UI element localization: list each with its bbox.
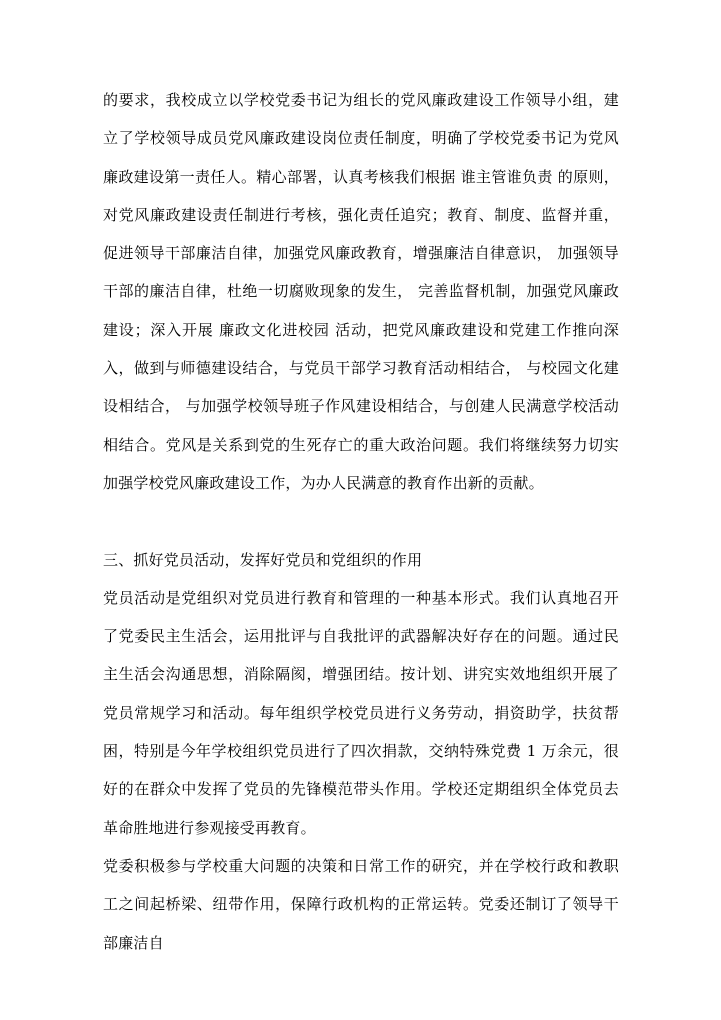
paragraph-party-activities: 党员活动是党组织对党员进行教育和管理的一种基本形式。我们认真地召开了党委民主生活会，运用批评与自我批评的武器解决好存在的问题。通过民主生活会沟通思想，消除隔阂，增强团结。按计划、讲究实效地组织开展了党员常规学习和活动。每年组织学校党员进行义务劳动，捐资助学，扶贫帮困，特别是今年学校组织党员进行了四次捐款，交纳特殊党费 1 万余元，很好的在群众中发挥了党员的先锋模范带头作用。学校还定期组织全体党员去革命胜地进行参观接受再教育。 [103, 588, 619, 837]
section-heading: 三、抓好党员活动，发挥好党员和党组织的作用 [103, 550, 423, 569]
paragraph-continuation: 的要求，我校成立以学校党委书记为组长的党风廉政建设工作领导小组，建立了学校领导成员党风廉政建设岗位责任制度，明确了学校党委书记为党风廉政建设第一责任人。精心部署，认真考核我们根据 谁主管谁负责 的原则，对党风廉政建设责任制进行考核，强化责任追究；教育、制度、监督并重，促进领导干部廉洁自律，加强党风廉政教育，增强廉洁自律意识， 加强领导干部的廉洁自律，杜绝一切腐败现象的发生， 完善监督机制，加强党风廉政建设；深入开展 廉政文化进校园 活动，把党风廉政建设和党建工作推向深入，做到与师德建设结合，与党员干部学习教育活动相结合， 与校园文化建设相结合， 与加强学校领导班子作风建设相结合，与创建人民满意学校活动相结合。党风是关系到党的生死存亡的重大政治问题。我们将继续努力切实加强学校党风廉政建设工作，为办人民满意的教育作出新的贡献。 [103, 91, 619, 492]
paragraph-party-committee: 党委积极参与学校重大问题的决策和日常工作的研究，并在学校行政和教职工之间起桥梁、纽带作用，保障行政机构的正常运转。党委还制订了领导干部廉洁自 [103, 856, 619, 952]
